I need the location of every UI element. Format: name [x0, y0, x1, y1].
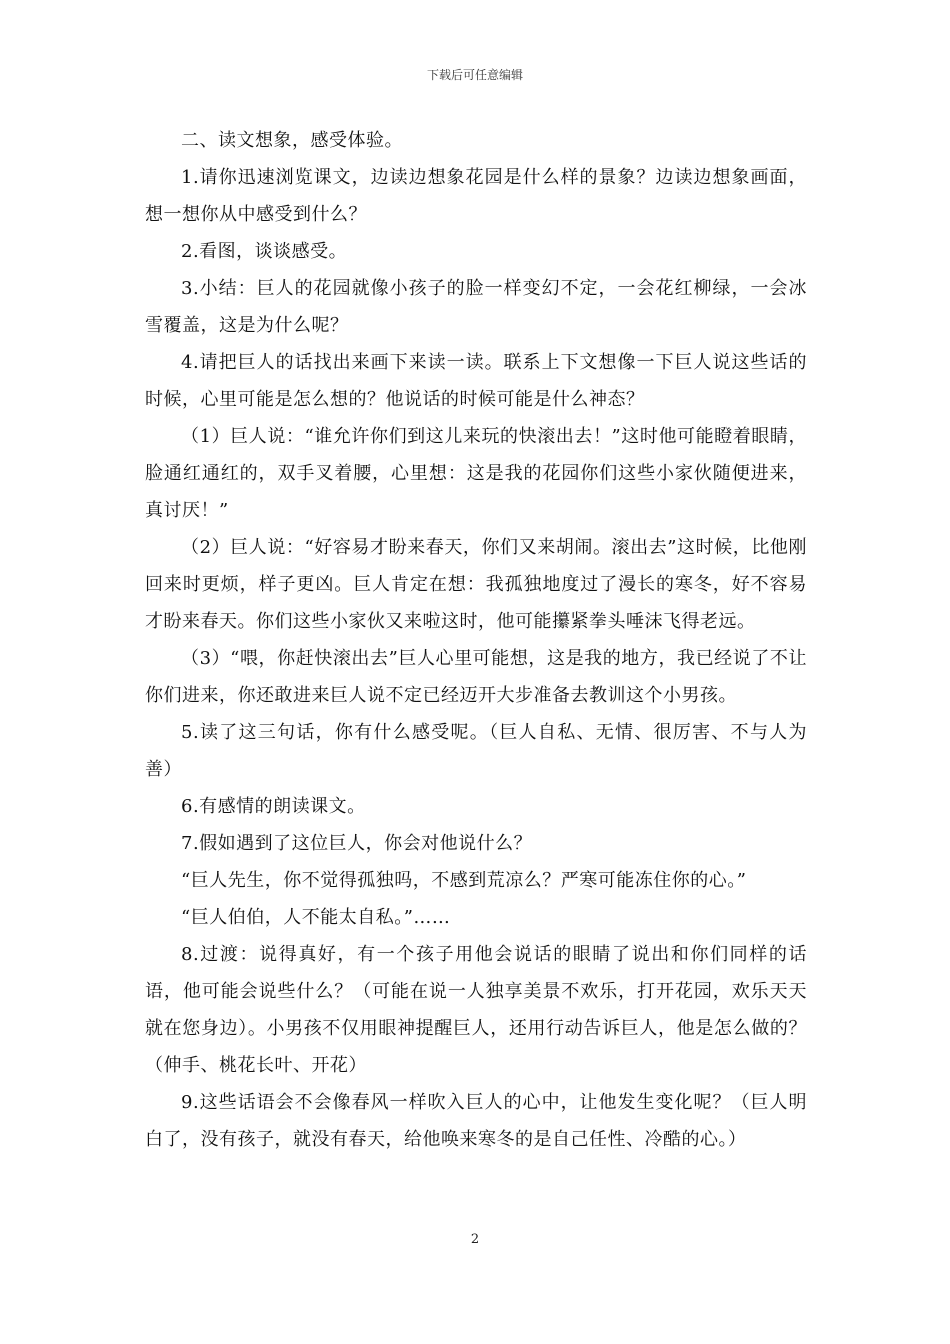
document-body [145, 122, 807, 1158]
paragraph: 9.这些话语会不会像春风一样吹入巨人的心中，让他发生变化呢？（巨人明白了，没有孩子，就没有春天，给他唤来寒冬的是自己任性、冷酷的心。） [145, 1092, 807, 1150]
paragraph: 3.小结：巨人的花园就像小孩子的脸一样变幻不定，一会花红柳绿，一会冰雪覆盖，这是为什么呢？ [145, 278, 807, 336]
paragraph: （1）巨人说：“谁允许你们到这儿来玩的快滚出去！”这时他可能瞪着眼睛，脸通红通红的，双手叉着腰，心里想：这是我的花园你们这些小家伙随便进来，真讨厌！” [145, 426, 807, 521]
paragraph: （2）巨人说：“好容易才盼来春天，你们又来胡闹。滚出去”这时候，比他刚回来时更烦，样子更凶。巨人肯定在想：我孤独地度过了漫长的寒冬，好不容易才盼来春天。你们这些小家伙又来啦这时，他可能攥紧拳头唾沫飞得老远。 [145, 537, 807, 632]
paragraph: 6.有感情的朗读课文。 [181, 796, 366, 817]
section-heading: 二、读文想象，感受体验。 [181, 130, 403, 151]
paragraph: 7.假如遇到了这位巨人，你会对他说什么？ [181, 833, 533, 854]
quote-line: “巨人伯伯，人不能太自私。”…… [181, 907, 451, 928]
quote-line: “巨人先生，你不觉得孤独吗，不感到荒凉么？严寒可能冻住你的心。” [181, 870, 747, 891]
paragraph: 5.读了这三句话，你有什么感受呢。（巨人自私、无情、很厉害、不与人为善） [145, 722, 807, 780]
page-header: 下载后可任意编辑 [426, 68, 523, 82]
paragraph: 2.看图，谈谈感受。 [181, 241, 348, 262]
paragraph: 8.过渡：说得真好，有一个孩子用他会说话的眼睛了说出和你们同样的话语，他可能会说些什么？（可能在说一人独享美景不欢乐，打开花园，欢乐天天就在您身边）。小男孩不仅用眼神提醒巨人，还用行动告诉巨人，他是怎么做的？（伸手、桃花长叶、开花） [145, 944, 807, 1076]
page-number: 2 [470, 1232, 480, 1247]
paragraph: 1.请你迅速浏览课文，边读边想象花园是什么样的景象？边读边想象画面，想一想你从中感受到什么？ [145, 167, 807, 225]
paragraph: 4.请把巨人的话找出来画下来读一读。联系上下文想像一下巨人说这些话的时候，心里可能是怎么想的？他说话的时候可能是什么神态？ [145, 352, 807, 410]
paragraph: （3）“喂，你赶快滚出去”巨人心里可能想，这是我的地方，我已经说了不让你们进来，你还敢进来巨人说不定已经迈开大步准备去教训这个小男孩。 [145, 648, 807, 706]
